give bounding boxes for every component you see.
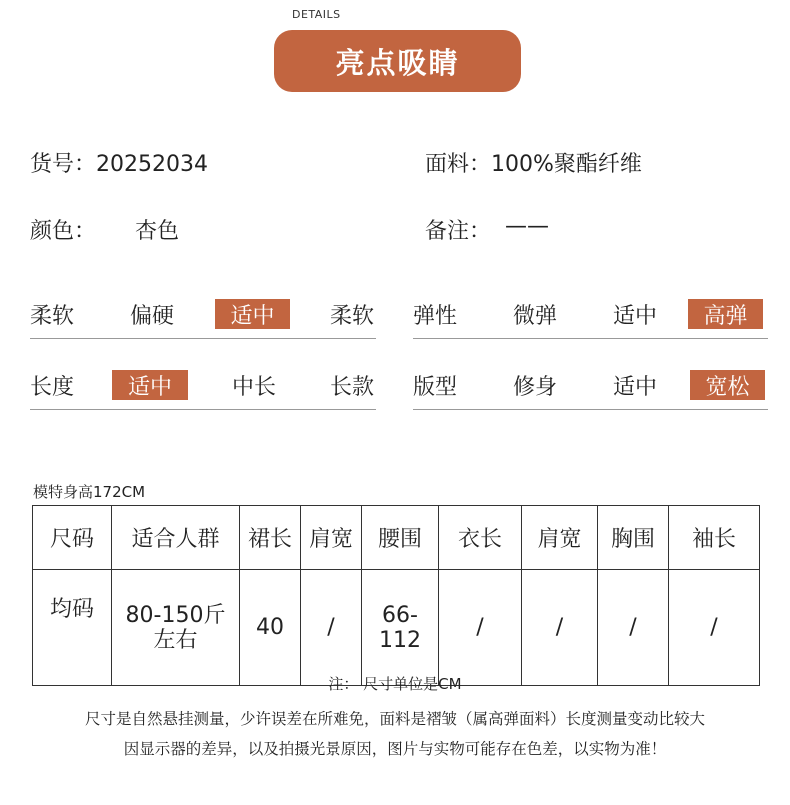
table-header-cell: 肩宽	[522, 506, 598, 570]
elasticity-option: 微弹	[512, 304, 557, 329]
table-header-cell: 尺码	[33, 506, 112, 570]
divider	[413, 338, 768, 339]
color-difference-note: 因显示器的差异，以及拍摄光景原因，图片与实物可能存在色差，以实物为准！	[123, 740, 667, 758]
table-header-cell: 肩宽	[301, 506, 362, 570]
model-height-note: 模特身高172CM	[33, 483, 146, 501]
color-label: 颜色：	[30, 219, 97, 244]
table-cell: 66-112	[362, 570, 439, 686]
length-option: 长款	[329, 375, 374, 400]
unit-note: 注： 尺寸单位是CM	[328, 675, 462, 693]
highlight-banner: 亮点吸睛	[274, 30, 521, 92]
table-header-cell: 腰围	[362, 506, 439, 570]
elasticity-label: 弹性	[413, 304, 458, 329]
fit-option: 修身	[512, 375, 557, 400]
table-header-cell: 胸围	[598, 506, 669, 570]
divider	[413, 409, 768, 410]
table-cell: /	[439, 570, 522, 686]
measurement-note: 尺寸是自然悬挂测量，少许误差在所难免，面料是褶皱（属高弹面料）长度测量变动比较大	[84, 710, 705, 728]
table-header-cell: 适合人群	[112, 506, 240, 570]
softness-option: 柔软	[329, 304, 374, 329]
softness-option: 偏硬	[129, 304, 174, 329]
table-row	[33, 570, 760, 686]
fit-option-selected: 宽松	[690, 370, 765, 400]
table-header-cell: 裙长	[240, 506, 301, 570]
table-cell: 40	[240, 570, 301, 686]
table-header-cell: 衣长	[439, 506, 522, 570]
fit-option: 适中	[612, 375, 657, 400]
length-option: 中长	[231, 375, 276, 400]
table-header-row	[33, 506, 760, 570]
item-number: 货号：20252034	[30, 152, 208, 177]
softness-option-selected: 适中	[215, 299, 290, 329]
table-cell: /	[301, 570, 362, 686]
fabric-info: 面料：100%聚酯纤维	[425, 152, 642, 177]
size-table	[32, 505, 760, 686]
divider	[30, 338, 376, 339]
note-value: ——	[505, 214, 549, 239]
fit-label: 版型	[413, 375, 458, 400]
length-label: 长度	[30, 375, 75, 400]
details-eyebrow: DETAILS	[292, 8, 341, 21]
table-cell: /	[669, 570, 760, 686]
table-cell: /	[522, 570, 598, 686]
length-option-selected: 适中	[112, 370, 188, 400]
elasticity-option-selected: 高弹	[688, 299, 763, 329]
table-cell: 均码	[33, 570, 112, 686]
table-cell: 80-150斤 左右	[112, 570, 240, 686]
softness-label: 柔软	[30, 304, 75, 329]
elasticity-option: 适中	[612, 304, 657, 329]
table-header-cell: 袖长	[669, 506, 760, 570]
divider	[30, 409, 376, 410]
color-value: 杏色	[135, 219, 180, 244]
note-label: 备注：	[425, 219, 492, 244]
table-cell: /	[598, 570, 669, 686]
